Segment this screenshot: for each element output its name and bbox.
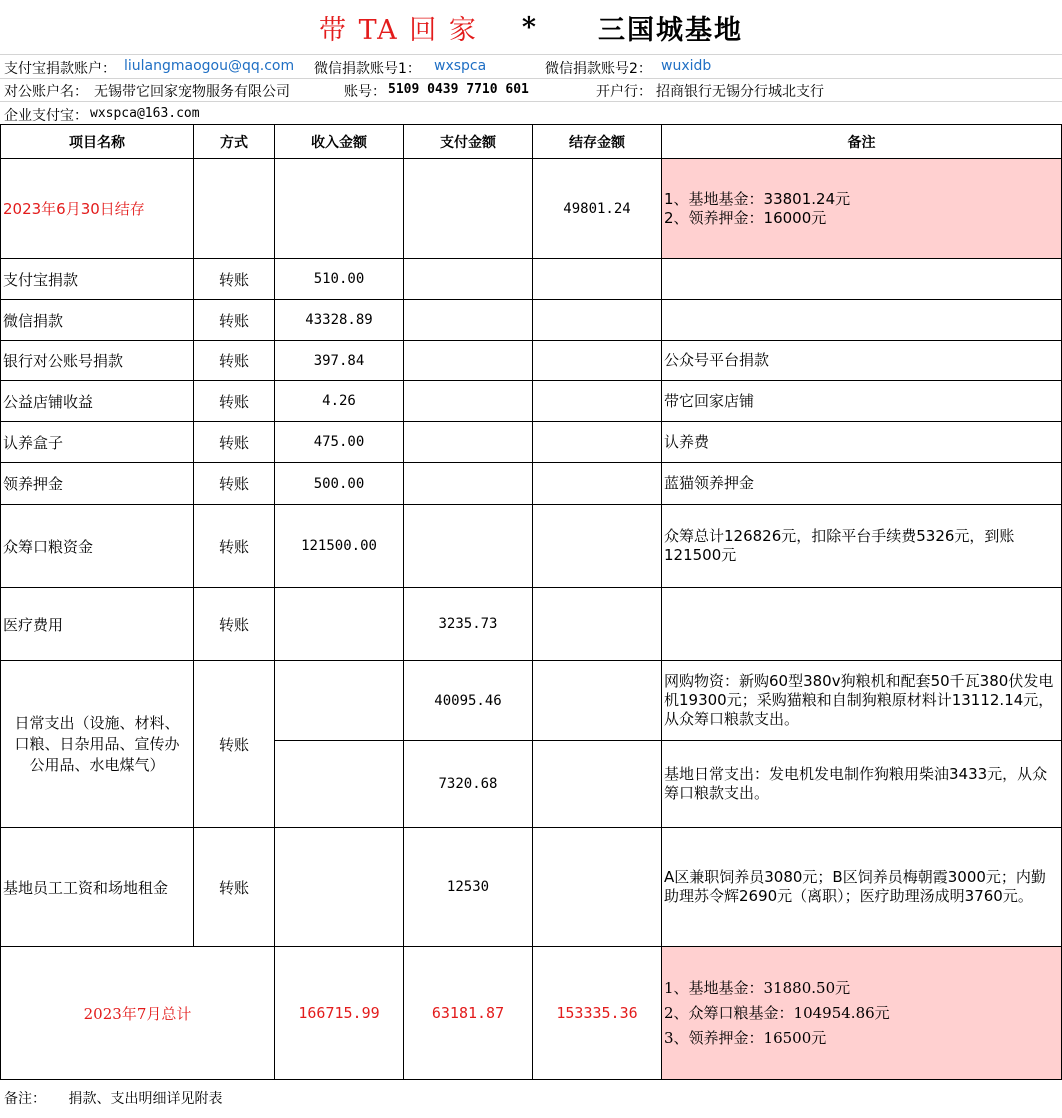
salary-name: 基地员工工资和场地租金	[1, 828, 194, 947]
daily-name: 日常支出（设施、材料、口粮、日杂用品、宣传办公用品、水电煤气）	[1, 661, 194, 828]
table-row-total	[1, 947, 1062, 1080]
footer-label: 备注：	[4, 1091, 46, 1107]
daily-note-1: 网购物资：新购60型380v狗粮机和配套50千瓦380伏发电机19300元；采购猫粮和自制狗粮原材料计13112.14元，从众筹口粮款支出。	[662, 661, 1062, 741]
row-name: 领养押金	[1, 463, 194, 505]
divider	[0, 101, 1062, 102]
row-method: 转账	[194, 259, 275, 300]
header-note: 备注	[662, 125, 1062, 159]
total-note	[662, 947, 1062, 1080]
medical-method: 转账	[194, 588, 275, 661]
opening-name: 2023年6月30日结存	[1, 159, 194, 259]
empty-cell	[533, 463, 662, 505]
table-row	[1, 463, 1062, 505]
bank-label: 开户行：	[596, 84, 652, 100]
account-row-3	[0, 105, 1062, 123]
alipay-account[interactable]: liulangmaogou@qq.com	[124, 58, 295, 74]
wechat2-account[interactable]: wuxidb	[661, 58, 712, 74]
total-balance: 153335.36	[533, 947, 662, 1080]
empty-cell	[275, 661, 404, 741]
empty-cell	[533, 588, 662, 661]
empty-cell	[194, 159, 275, 259]
row-method: 转账	[194, 381, 275, 422]
corp-name-label: 对公账户名：	[4, 84, 88, 100]
empty-cell	[404, 159, 533, 259]
opening-note-line: 2、领养押金：16000元	[664, 208, 827, 227]
header-payment: 支付金额	[404, 125, 533, 159]
header-balance: 结存金额	[533, 125, 662, 159]
row-note: 带它回家店铺	[662, 381, 1062, 422]
total-payment: 63181.87	[404, 947, 533, 1080]
empty-cell	[533, 422, 662, 463]
daily-payment-1: 40095.46	[404, 661, 533, 741]
empty-cell	[533, 259, 662, 300]
row-name: 众筹口粮资金	[1, 505, 194, 588]
table-row	[1, 300, 1062, 341]
total-income: 166715.99	[275, 947, 404, 1080]
row-note	[662, 259, 1062, 300]
divider	[0, 78, 1062, 79]
row-name: 公益店铺收益	[1, 381, 194, 422]
title-star: *	[521, 11, 538, 43]
empty-cell	[533, 661, 662, 741]
salary-method: 转账	[194, 828, 275, 947]
table-row	[1, 505, 1062, 588]
corp-name: 无锡带它回家宠物服务有限公司	[94, 84, 290, 100]
table-row-opening	[1, 159, 1062, 259]
empty-cell	[533, 741, 662, 828]
empty-cell	[275, 741, 404, 828]
daily-note-2: 基地日常支出：发电机发电制作狗粮用柴油3433元，从众筹口粮款支出。	[662, 741, 1062, 828]
table-row-salary	[1, 828, 1062, 947]
table-row-medical	[1, 588, 1062, 661]
total-note-line: 3、领养押金：16500元	[664, 1028, 827, 1047]
account-row-1	[0, 58, 1062, 78]
total-note-line: 1、基地基金：31880.50元	[664, 978, 851, 997]
empty-cell	[404, 300, 533, 341]
account-row-2	[0, 81, 1062, 101]
empty-cell	[275, 159, 404, 259]
row-method: 转账	[194, 505, 275, 588]
opening-balance: 49801.24	[533, 159, 662, 259]
total-label: 2023年7月总计	[1, 947, 275, 1080]
row-method: 转账	[194, 463, 275, 505]
row-income: 510.00	[275, 259, 404, 300]
corp-alipay-label: 企业支付宝：	[4, 108, 88, 124]
row-name: 支付宝捐款	[1, 259, 194, 300]
header-item-name: 项目名称	[1, 125, 194, 159]
row-income: 4.26	[275, 381, 404, 422]
finance-table	[0, 124, 1062, 1080]
header-method: 方式	[194, 125, 275, 159]
total-note-line: 2、众筹口粮基金：104954.86元	[664, 1003, 890, 1022]
footer-text: 捐款、支出明细详见附表	[68, 1091, 223, 1107]
opening-note	[662, 159, 1062, 259]
account-number: 5109 0439 7710 601	[388, 82, 529, 97]
table-row	[1, 422, 1062, 463]
opening-note-line: 1、基地基金：33801.24元	[664, 189, 851, 208]
page-title	[0, 0, 1062, 54]
table-row-daily-1	[1, 661, 1062, 741]
empty-cell	[533, 381, 662, 422]
bank-name: 招商银行无锡分行城北支行	[656, 84, 824, 100]
empty-cell	[533, 341, 662, 381]
empty-cell	[275, 828, 404, 947]
salary-note: A区兼职饲养员3080元；B区饲养员梅朝霞3000元；内勤助理苏令辉2690元（离职）；医疗助理汤成明3760元。	[662, 828, 1062, 947]
alipay-label: 支付宝捐款账户：	[4, 61, 116, 77]
empty-cell	[404, 259, 533, 300]
row-income: 397.84	[275, 341, 404, 381]
empty-cell	[275, 588, 404, 661]
empty-cell	[533, 505, 662, 588]
daily-method: 转账	[194, 661, 275, 828]
row-method: 转账	[194, 300, 275, 341]
daily-payment-2: 7320.68	[404, 741, 533, 828]
medical-name: 医疗费用	[1, 588, 194, 661]
wechat1-account[interactable]: wxspca	[434, 58, 487, 74]
row-income: 500.00	[275, 463, 404, 505]
table-row	[1, 341, 1062, 381]
table-header-row	[1, 125, 1062, 159]
row-name: 微信捐款	[1, 300, 194, 341]
empty-cell	[533, 828, 662, 947]
table-row	[1, 259, 1062, 300]
empty-cell	[533, 300, 662, 341]
medical-payment: 3235.73	[404, 588, 533, 661]
title-part2: 三国城基地	[597, 14, 743, 46]
account-number-label: 账号：	[344, 84, 386, 100]
row-note: 认养费	[662, 422, 1062, 463]
row-income: 121500.00	[275, 505, 404, 588]
row-method: 转账	[194, 341, 275, 381]
empty-cell	[404, 505, 533, 588]
row-income: 475.00	[275, 422, 404, 463]
empty-cell	[404, 381, 533, 422]
footer-note	[4, 1088, 240, 1108]
wechat1-label: 微信捐款账号1：	[314, 61, 421, 77]
row-income: 43328.89	[275, 300, 404, 341]
divider	[0, 54, 1062, 55]
row-name: 认养盒子	[1, 422, 194, 463]
empty-cell	[404, 422, 533, 463]
row-method: 转账	[194, 422, 275, 463]
header-income: 收入金额	[275, 125, 404, 159]
table-row	[1, 381, 1062, 422]
row-note: 公众号平台捐款	[662, 341, 1062, 381]
empty-cell	[404, 463, 533, 505]
empty-cell	[404, 341, 533, 381]
row-name: 银行对公账号捐款	[1, 341, 194, 381]
corp-alipay-account: wxspca@163.com	[90, 106, 200, 121]
row-note: 蓝猫领养押金	[662, 463, 1062, 505]
empty-cell	[662, 588, 1062, 661]
row-note: 众筹总计126826元，扣除平台手续费5326元，到账121500元	[662, 505, 1062, 588]
row-note	[662, 300, 1062, 341]
salary-payment: 12530	[404, 828, 533, 947]
title-part1: 带 TA 回 家	[319, 14, 478, 46]
wechat2-label: 微信捐款账号2：	[545, 61, 652, 77]
